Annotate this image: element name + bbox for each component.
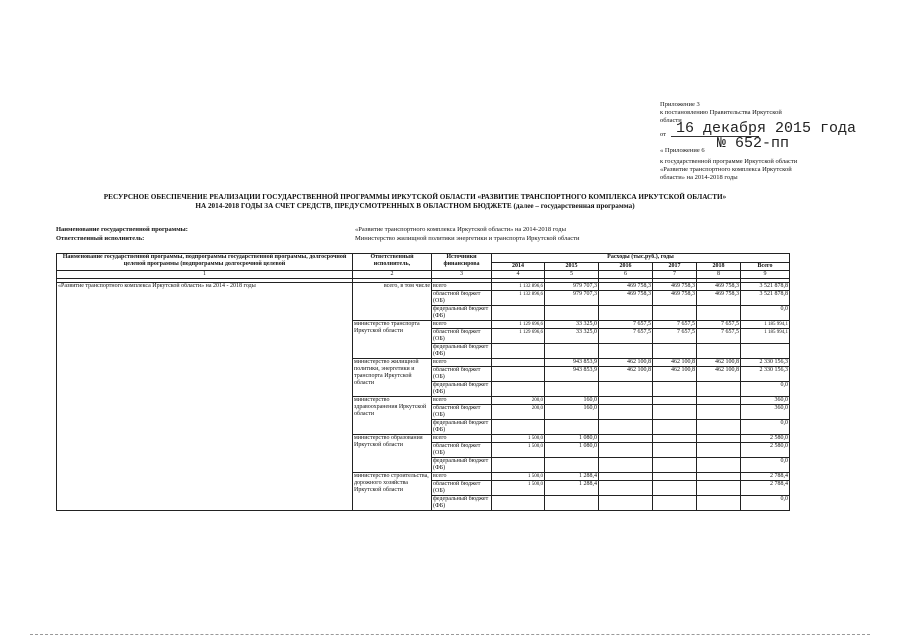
source-cell: областной бюджет (ОБ) — [432, 329, 492, 344]
value-cell — [697, 473, 741, 481]
value-cell: 462 100,8 — [653, 359, 697, 367]
value-cell — [599, 344, 653, 359]
column-number: 3 — [432, 271, 492, 279]
value-cell: 462 100,8 — [697, 359, 741, 367]
value-cell — [492, 496, 545, 511]
source-cell: всего — [432, 473, 492, 481]
value-cell: 469 758,3 — [599, 283, 653, 291]
executor-value: Министерство жилищной политики энергетики и транспорта Иркутской области — [355, 235, 580, 242]
header-sources: Источники финансирова — [432, 254, 492, 271]
table-row — [57, 283, 790, 291]
value-cell — [545, 306, 599, 321]
value-cell: 2 788,4 — [741, 481, 790, 496]
value-cell — [545, 382, 599, 397]
page-edge-line — [30, 634, 870, 635]
source-cell: федеральный бюджет (ФБ) — [432, 306, 492, 321]
value-cell: 1 288,4 — [545, 473, 599, 481]
value-cell — [697, 435, 741, 443]
column-number: 2 — [353, 271, 432, 279]
value-cell: 2 580,0 — [741, 435, 790, 443]
value-cell: 160,0 — [545, 397, 599, 405]
value-cell — [653, 344, 697, 359]
value-cell: 33 325,0 — [545, 321, 599, 329]
value-cell: 0,0 — [741, 306, 790, 321]
value-cell — [697, 306, 741, 321]
header-name: Наименование государственной программы, подпрограммы государственной программы, долгосрочной целевой программы (подпрограммы долгосрочной целевой — [57, 254, 353, 271]
header-year: 2018 — [697, 262, 741, 271]
value-cell: 7 657,5 — [653, 321, 697, 329]
value-cell: 0,0 — [741, 382, 790, 397]
source-cell: всего — [432, 359, 492, 367]
value-cell: 1 080,0 — [545, 443, 599, 458]
title-line2: НА 2014-2018 ГОДЫ ЗА СЧЕТ СРЕДСТВ, ПРЕДУСМОТРЕННЫХ В ОБЛАСТНОМ БЮДЖЕТЕ (далее – государственная программа) — [195, 202, 635, 210]
header-year: 2014 — [492, 262, 545, 271]
source-cell: областной бюджет (ОБ) — [432, 405, 492, 420]
column-number: 1 — [57, 271, 353, 279]
value-cell: 360,0 — [741, 397, 790, 405]
value-cell: 943 853,9 — [545, 367, 599, 382]
value-cell — [697, 382, 741, 397]
value-cell — [653, 382, 697, 397]
value-cell: 200,0 — [492, 397, 545, 405]
source-cell: всего — [432, 435, 492, 443]
value-cell — [653, 306, 697, 321]
appendix-line4: « Приложение 6 — [660, 147, 705, 154]
value-cell — [492, 367, 545, 382]
value-cell — [599, 397, 653, 405]
value-cell — [599, 443, 653, 458]
value-cell: 1 129 696,6 — [492, 329, 545, 344]
source-cell: федеральный бюджет (ФБ) — [432, 382, 492, 397]
value-cell: 2 330 156,3 — [741, 359, 790, 367]
executor-cell: министерство здравоохранения Иркутской области — [353, 397, 432, 435]
value-cell: 2 788,4 — [741, 473, 790, 481]
source-cell: всего — [432, 321, 492, 329]
value-cell — [653, 473, 697, 481]
value-cell — [492, 359, 545, 367]
executor-cell: министерство жилищной политики, энергетики и транспорта Иркутской области — [353, 359, 432, 397]
resource-table — [56, 253, 790, 511]
value-cell: 1 288,4 — [545, 481, 599, 496]
value-cell: 469 758,3 — [697, 283, 741, 291]
program-value: «Развитие транспортного комплекса Иркутской области» на 2014-2018 годы — [355, 226, 566, 233]
appendix-line7: области» на 2014-2018 годы — [660, 174, 738, 181]
value-cell — [492, 458, 545, 473]
value-cell: 469 758,3 — [697, 291, 741, 306]
value-cell: 462 100,8 — [697, 367, 741, 382]
source-cell: областной бюджет (ОБ) — [432, 481, 492, 496]
column-number: 6 — [599, 271, 653, 279]
value-cell — [653, 458, 697, 473]
value-cell: 469 758,3 — [653, 283, 697, 291]
value-cell: 0,0 — [741, 458, 790, 473]
value-cell — [697, 405, 741, 420]
value-cell: 0,0 — [741, 496, 790, 511]
value-cell — [599, 458, 653, 473]
value-cell — [653, 435, 697, 443]
handwritten-number: № 652-пп — [717, 135, 790, 152]
value-cell — [492, 306, 545, 321]
header-executor: Ответственный исполнитель, — [353, 254, 432, 271]
value-cell — [492, 344, 545, 359]
value-cell: 1 500,0 — [492, 443, 545, 458]
column-numbers-row — [57, 271, 790, 279]
source-cell: федеральный бюджет (ФБ) — [432, 458, 492, 473]
column-number: 7 — [653, 271, 697, 279]
value-cell: 979 707,3 — [545, 291, 599, 306]
source-cell: всего — [432, 283, 492, 291]
appendix-line1: Приложение 3 — [660, 101, 700, 108]
header-year-total: Всего — [741, 262, 790, 271]
executor-cell: министерство транспорта Иркутской области — [353, 321, 432, 359]
value-cell — [697, 344, 741, 359]
value-cell — [599, 496, 653, 511]
source-cell: федеральный бюджет (ФБ) — [432, 420, 492, 435]
value-cell: 469 758,3 — [599, 291, 653, 306]
header-expenses: Расходы (тыс.руб.), годы — [492, 254, 790, 263]
value-cell — [599, 420, 653, 435]
appendix-line2: к постановлению Правительства Иркутской — [660, 109, 782, 116]
source-cell: федеральный бюджет (ФБ) — [432, 344, 492, 359]
value-cell — [697, 458, 741, 473]
appendix-block-2 — [660, 147, 860, 182]
value-cell: 7 657,5 — [599, 321, 653, 329]
appendix-line3: области — [660, 117, 682, 124]
value-cell: 1 129 696,6 — [492, 321, 545, 329]
executor-label: Ответственный исполнитель: — [56, 235, 145, 242]
value-cell: 2 580,0 — [741, 443, 790, 458]
document-title — [50, 193, 780, 211]
value-cell — [653, 443, 697, 458]
value-cell — [545, 458, 599, 473]
program-label: Наименование государственной программы: — [56, 226, 188, 233]
appendix-line6: «Развитие транспортного комплекса Иркутской — [660, 166, 792, 173]
value-cell — [545, 420, 599, 435]
source-cell: всего — [432, 397, 492, 405]
source-cell: областной бюджет (ОБ) — [432, 291, 492, 306]
value-cell: 462 100,8 — [599, 359, 653, 367]
value-cell — [599, 405, 653, 420]
value-cell: 1 500,0 — [492, 481, 545, 496]
value-cell: 1 132 896,6 — [492, 283, 545, 291]
source-cell: областной бюджет (ОБ) — [432, 367, 492, 382]
value-cell: 3 521 878,8 — [741, 291, 790, 306]
source-cell: федеральный бюджет (ФБ) — [432, 496, 492, 511]
value-cell — [492, 420, 545, 435]
value-cell — [545, 496, 599, 511]
value-cell — [697, 481, 741, 496]
value-cell — [653, 397, 697, 405]
value-cell: 33 325,0 — [545, 329, 599, 344]
value-cell: 1 185 994,1 — [741, 321, 790, 329]
executor-cell: всего, в том числе — [353, 283, 432, 321]
column-number: 9 — [741, 271, 790, 279]
executor-cell: министерство образования Иркутской области — [353, 435, 432, 473]
value-cell: 462 100,8 — [599, 367, 653, 382]
source-cell: областной бюджет (ОБ) — [432, 443, 492, 458]
value-cell: 1 080,0 — [545, 435, 599, 443]
value-cell: 943 853,9 — [545, 359, 599, 367]
value-cell: 1 500,0 — [492, 435, 545, 443]
title-line1: РЕСУРСНОЕ ОБЕСПЕЧЕНИЕ РЕАЛИЗАЦИИ ГОСУДАРСТВЕННОЙ ПРОГРАММЫ ИРКУТСКОЙ ОБЛАСТИ «РАЗВИТИЕ ТРАНСПОРТНОГО КОМПЛЕКСА ИРКУТСКОЙ ОБЛАСТИ» — [103, 193, 727, 201]
program-name-cell: «Развитие транспортного комплекса Иркутской области» на 2014 - 2018 годы — [57, 283, 353, 511]
value-cell — [599, 481, 653, 496]
value-cell: 1 132 896,6 — [492, 291, 545, 306]
value-cell: 7 657,5 — [697, 321, 741, 329]
value-cell: 462 100,8 — [653, 367, 697, 382]
value-cell — [697, 443, 741, 458]
value-cell — [599, 473, 653, 481]
column-number: 5 — [545, 271, 599, 279]
value-cell: 3 521 878,8 — [741, 283, 790, 291]
value-cell — [653, 405, 697, 420]
appendix-line5: к государственной программе Иркутской области — [660, 158, 798, 165]
value-cell: 7 657,5 — [599, 329, 653, 344]
value-cell: 0,0 — [741, 420, 790, 435]
column-number: 8 — [697, 271, 741, 279]
value-cell: 979 707,3 — [545, 283, 599, 291]
value-cell — [599, 382, 653, 397]
header-year: 2016 — [599, 262, 653, 271]
appendix-from-prefix: от — [660, 131, 667, 138]
value-cell — [741, 344, 790, 359]
value-cell: 7 657,5 — [653, 329, 697, 344]
value-cell — [697, 397, 741, 405]
value-cell: 200,0 — [492, 405, 545, 420]
value-cell — [599, 306, 653, 321]
value-cell — [653, 481, 697, 496]
value-cell — [697, 496, 741, 511]
value-cell: 360,0 — [741, 405, 790, 420]
value-cell — [697, 420, 741, 435]
executor-cell: министерство строительства, дорожного хозяйства Иркутской области — [353, 473, 432, 511]
column-number: 4 — [492, 271, 545, 279]
handwritten-date: 16 декабря 2015 года — [676, 120, 857, 137]
value-cell: 7 657,5 — [697, 329, 741, 344]
value-cell — [653, 496, 697, 511]
value-cell: 1 500,0 — [492, 473, 545, 481]
header-year: 2015 — [545, 262, 599, 271]
header-year: 2017 — [653, 262, 697, 271]
value-cell — [492, 382, 545, 397]
value-cell: 2 330 156,3 — [741, 367, 790, 382]
value-cell: 469 758,3 — [653, 291, 697, 306]
value-cell — [653, 420, 697, 435]
table-body — [57, 283, 790, 511]
value-cell: 1 185 994,1 — [741, 329, 790, 344]
value-cell — [599, 435, 653, 443]
value-cell: 160,0 — [545, 405, 599, 420]
value-cell — [545, 344, 599, 359]
